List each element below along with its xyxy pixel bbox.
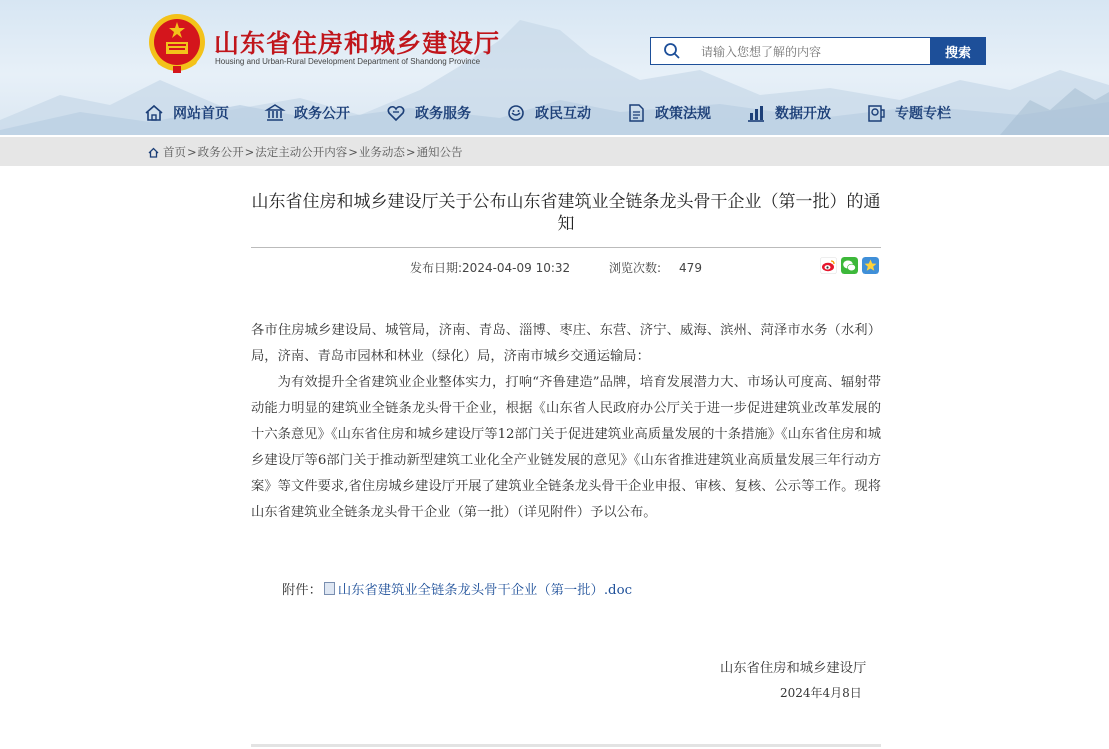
view-count	[609, 259, 702, 276]
nav-item-policy[interactable]	[625, 100, 711, 126]
search-icon	[663, 42, 681, 60]
publish-date-value: 2024-04-09 10:32	[462, 261, 571, 275]
breadcrumb-gov-affairs[interactable]: 政务公开	[197, 145, 244, 159]
site-title: 山东省住房和城乡建设厅	[214, 29, 501, 58]
signature-date: 2024年4月8日	[780, 686, 862, 700]
nav-item-services[interactable]	[385, 100, 471, 126]
interaction-icon	[505, 102, 527, 124]
body-paragraph: 为有效提升全省建筑业企业整体实力，打响“齐鲁建造”品牌，培育发展潜力大、市场认可度高、辐射带动能力明显的建筑业全链条龙头骨干企业，根据《山东省人民政府办公厅关于进一步促进建筑业改革发展的十六条意见》《山东省住房和城乡建设厅等12部门关于促进建筑业高质量发展的十条措施》《山东省住房和城乡建设厅等6部门关于推动新型建筑工业化全产业链发展的意见》《山东省推进建筑业高质量发展三年行动方案》等文件要求,省住房城乡建设厅开展了建筑业全链条龙头骨干企业申报、审核、复核、公示等工作。现将山东省建筑业全链条龙头骨干企业（第一批）（详见附件）予以公布。	[251, 375, 881, 520]
nav-item-open-data[interactable]	[745, 100, 831, 126]
breadcrumb	[148, 144, 463, 160]
search-bar	[650, 37, 986, 65]
signature-organization: 山东省住房和城乡建设厅	[720, 661, 867, 676]
wechat-icon[interactable]	[841, 257, 858, 274]
nav-label: 网站首页	[173, 106, 229, 122]
nav-label: 数据开放	[775, 106, 831, 122]
attachment-label: 附件：	[282, 583, 322, 598]
title-divider	[251, 247, 881, 248]
salutation: 各市住房城乡建设局、城管局，济南、青岛、淄博、枣庄、东营、济宁、威海、滨州、菏泽市水务（水利）局，济南、青岛市园林和林业（绿化）局，济南市城乡交通运输局：	[251, 323, 881, 364]
nav-label: 政务公开	[294, 106, 350, 122]
favorite-star-icon[interactable]	[862, 257, 879, 274]
publish-date-label: 发布日期:	[410, 261, 463, 275]
weibo-icon[interactable]	[820, 257, 837, 274]
nav-label: 政民互动	[535, 106, 591, 122]
breadcrumb-separator: >	[405, 145, 416, 159]
breadcrumb-notices[interactable]: 通知公告	[416, 145, 463, 159]
attachment-link[interactable]: 山东省建筑业全链条龙头骨干企业（第一批）.doc	[337, 583, 633, 598]
search-input[interactable]	[699, 41, 928, 63]
site-title-english: Housing and Urban-Rural Development Department of Shandong Province	[215, 57, 481, 66]
view-count-label: 浏览次数:	[609, 261, 662, 275]
nav-item-gov-affairs[interactable]	[264, 100, 350, 126]
article-title: 山东省住房和城乡建设厅关于公布山东省建筑业全链条龙头骨干企业（第一批）的通知	[251, 192, 881, 234]
attachment-line	[282, 578, 632, 604]
nav-item-home[interactable]	[143, 100, 229, 126]
service-icon	[385, 102, 407, 124]
document-icon	[625, 102, 647, 124]
government-building-icon	[264, 102, 286, 124]
topic-icon	[865, 102, 887, 124]
breadcrumb-separator: >	[348, 145, 358, 159]
home-icon	[143, 102, 165, 124]
nav-label: 政务服务	[415, 106, 471, 122]
nav-label: 政策法规	[655, 106, 711, 122]
chart-icon	[745, 102, 767, 124]
nav-item-topics[interactable]	[865, 100, 951, 126]
search-button[interactable]: 搜索	[930, 37, 986, 65]
breadcrumb-separator: >	[187, 145, 197, 159]
breadcrumb-home[interactable]: 首页	[163, 145, 186, 159]
home-icon	[148, 147, 159, 158]
breadcrumb-bar	[0, 137, 1109, 166]
national-emblem-logo	[146, 12, 208, 76]
nav-item-interaction[interactable]	[505, 100, 591, 126]
nav-label: 专题专栏	[895, 106, 951, 122]
breadcrumb-statutory-disclosure[interactable]: 法定主动公开内容	[255, 145, 348, 159]
breadcrumb-separator: >	[244, 145, 255, 159]
site-header	[0, 0, 1109, 135]
bottom-divider	[251, 744, 881, 747]
article-body	[251, 318, 881, 526]
doc-file-icon	[324, 582, 335, 595]
breadcrumb-business-news[interactable]: 业务动态	[358, 145, 405, 159]
publish-date	[410, 259, 570, 276]
view-count-value: 479	[679, 261, 702, 275]
search-box	[650, 37, 932, 65]
